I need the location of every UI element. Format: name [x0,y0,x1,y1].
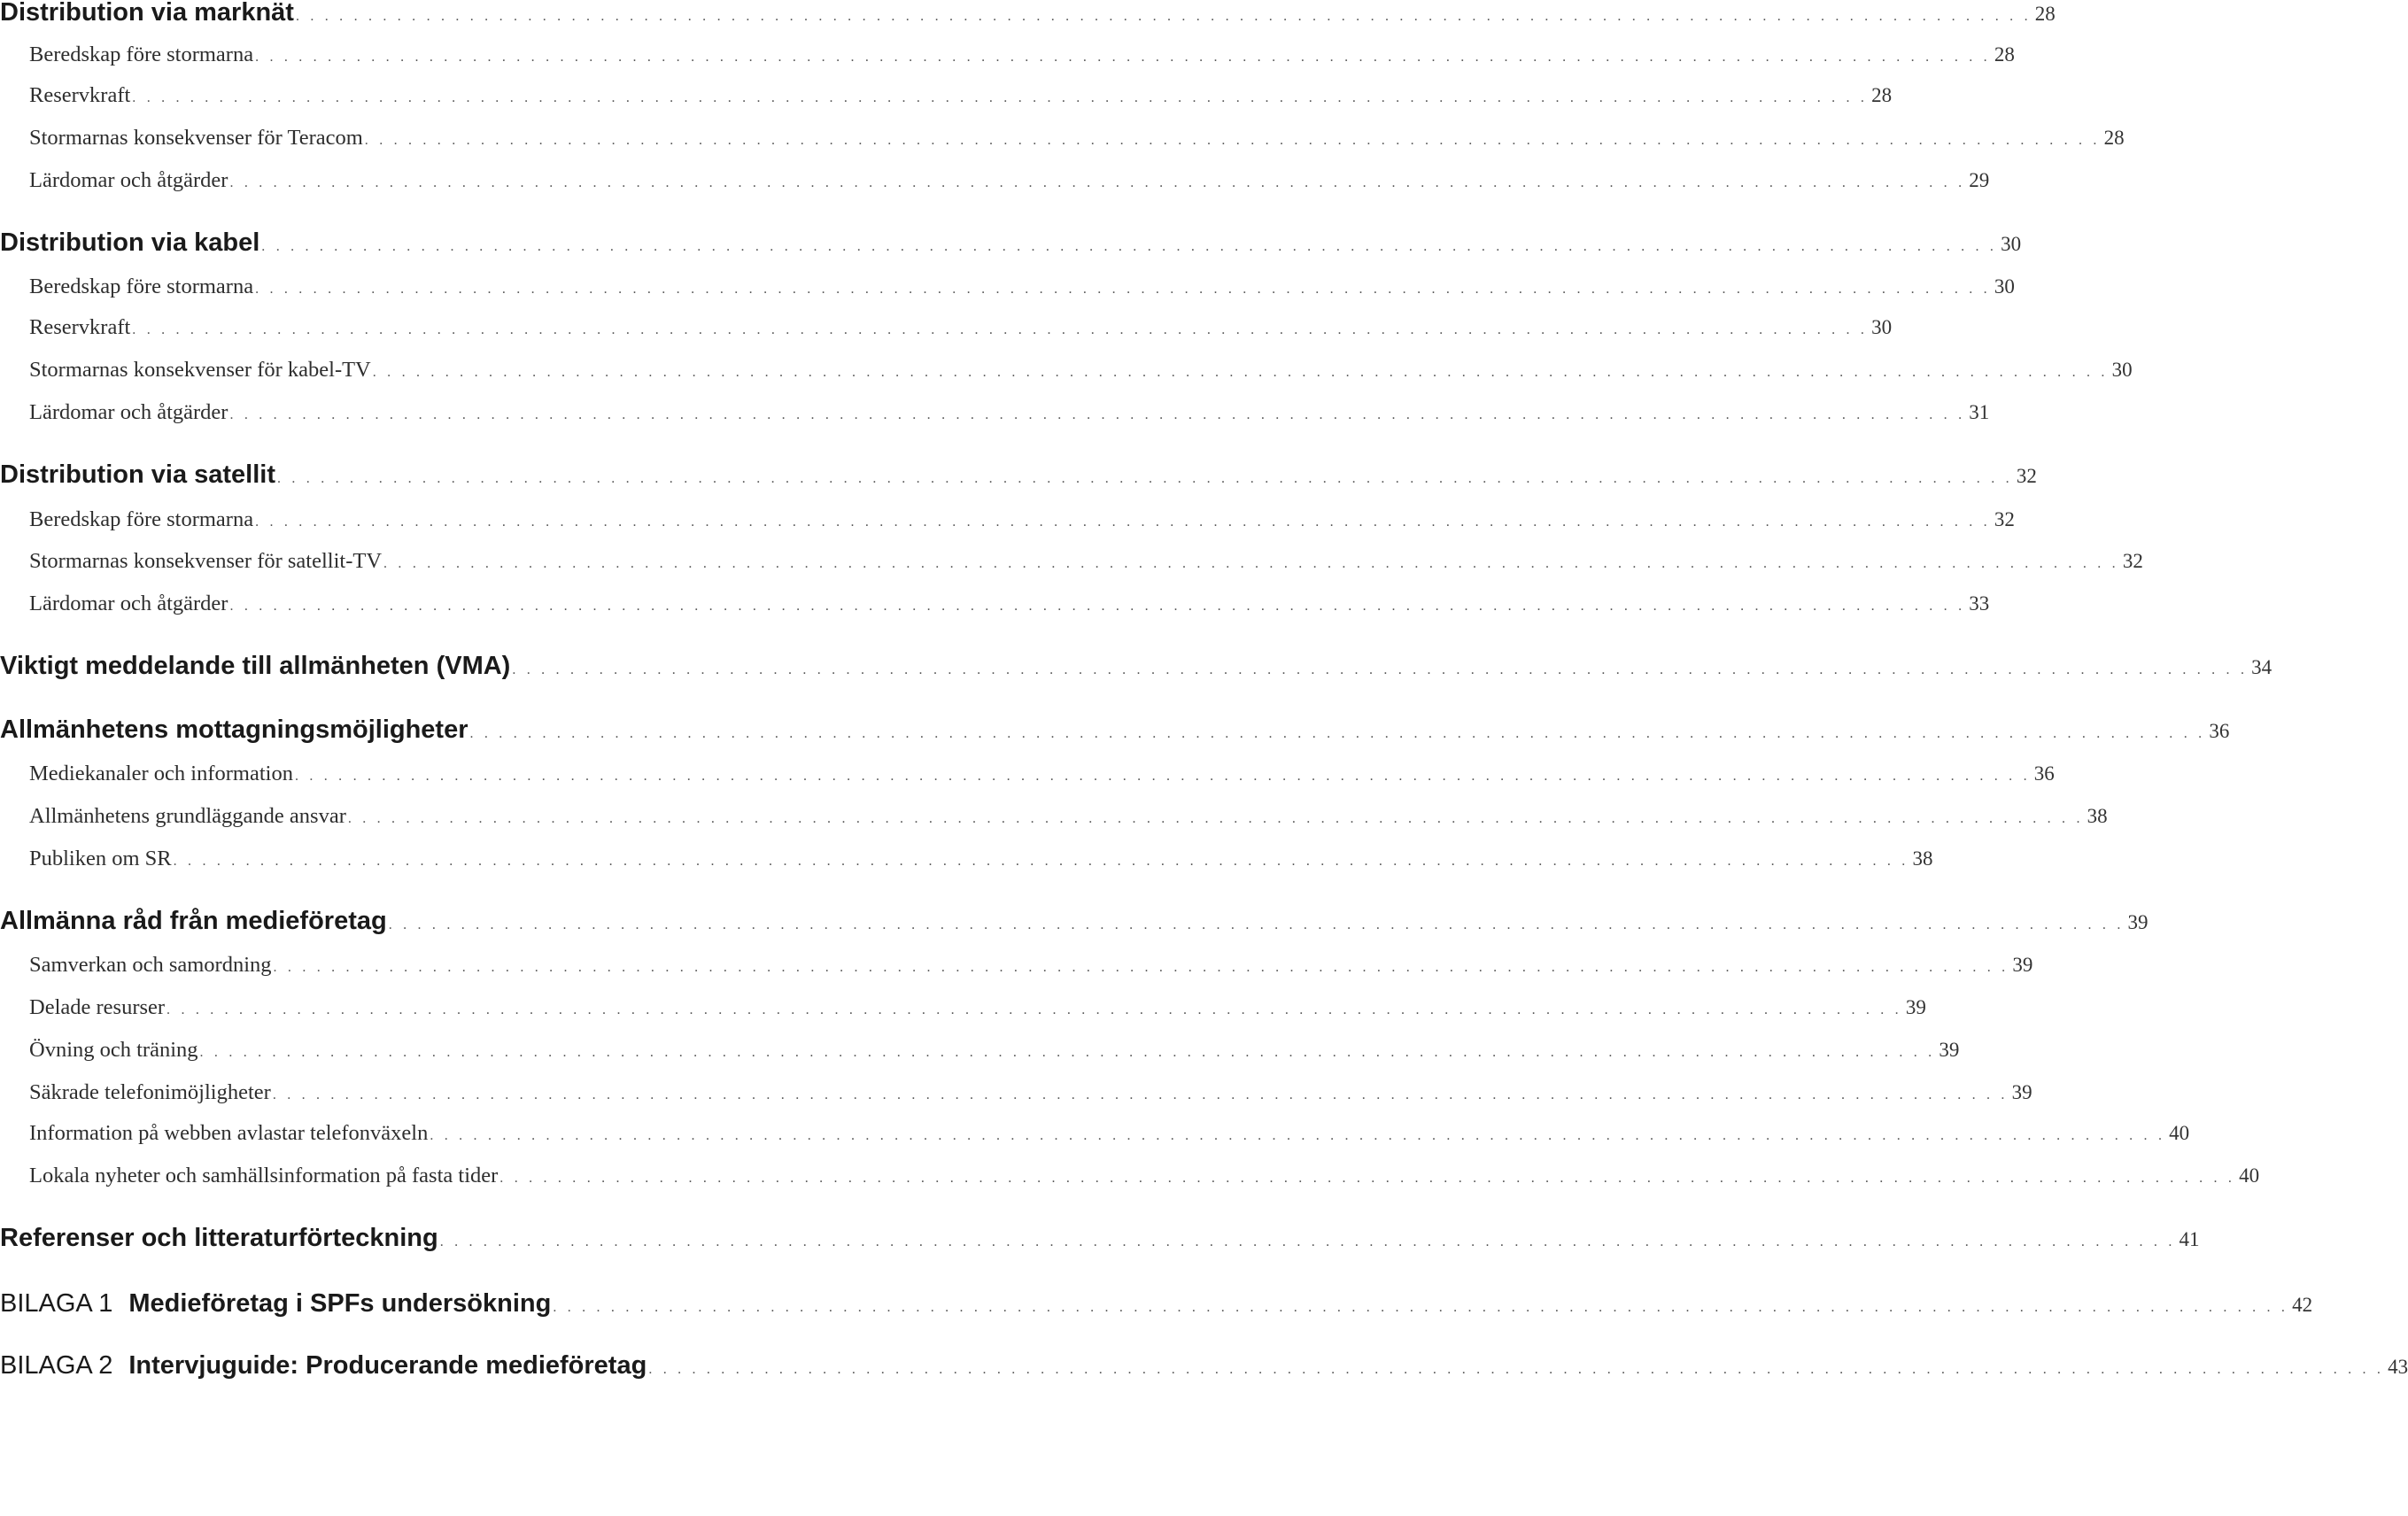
toc-page-number: 36 [2033,762,2055,785]
dot-leader: . . . . . . . . . . . . . . . . . . . . . . . . . . . . . . . . . . . . . . . . . . . . . . . . . . . . . . . . . . . . . . . . . . . . . . . . . . . . . . . . . . . . . . . . . . . . . . . . . . . . . . . . . . . . . . . . . . . . . . . . [388,917,2125,932]
dot-leader: . . . . . . . . . . . . . . . . . . . . . . . . . . . . . . . . . . . . . . . . . . . . . . . . . . . . . . . . . . . . . . . . . . . . . . . . . . . . . . . . . . . . . . . . . . . . . . . . . . . . . . . . . . . . . . . . . . . . . . . . [273,960,2009,975]
toc-subentry [0,83,1893,108]
dot-leader: . . . . . . . . . . . . . . . . . . . . . . . . . . . . . . . . . . . . . . . . . . . . . . . . . . . . . . . . . . . . . . . . . . . . . . . . . . . . . . . . . . . . . . . . . . . . . . . . . . . . . . . . . . . . . . . . . . . . . . . . [199,1045,1936,1060]
toc-heading [0,652,2273,681]
toc-subentry [0,315,1893,340]
toc-entry-title: Allmänna råd från medieföretag [0,907,387,935]
toc-entry-title: Övning och träning [29,1038,198,1062]
toc-page-number: 39 [2127,911,2149,933]
dot-leader: . . . . . . . . . . . . . . . . . . . . . . . . . . . . . . . . . . . . . . . . . . . . . . . . . . . . . . . . . . . . . . . . . . . . . . . . . . . . . . . . . . . . . . . . . . . . . . . . . . . . . . . . . . . . . . . . . . . . . . . . [229,175,1966,190]
toc-entry-title: Medieföretag i SPFs undersökning [128,1289,552,1318]
toc-entry-title: Reservkraft [29,315,131,339]
dot-leader: . . . . . . . . . . . . . . . . . . . . . . . . . . . . . . . . . . . . . . . . . . . . . . . . . . . . . . . . . . . . . . . . . . . . . . . . . . . . . . . . . . . . . . . . . . . . . . . . . . . . . . . . . . . . . . . . . . . . . . . . [469,726,2206,741]
dot-leader: . . . . . . . . . . . . . . . . . . . . . . . . . . . . . . . . . . . . . . . . . . . . . . . . . . . . . . . . . . . . . . . . . . . . . . . . . . . . . . . . . . . . . . . . . . . . . . . . . . . . . . . . . . . . . . . . . . . . . . . . [229,407,1966,422]
dot-leader: . . . . . . . . . . . . . . . . . . . . . . . . . . . . . . . . . . . . . . . . . . . . . . . . . . . . . . . . . . . . . . . . . . . . . . . . . . . . . . . . . . . . . . . . . . . . . . . . . . . . . . . . . . . . . . . . . . . . . . . . [347,811,2084,826]
toc-entry-title: Reservkraft [29,83,131,107]
toc-appendix [0,1289,2313,1319]
appendix-label: BILAGA 2 [0,1351,113,1380]
dot-leader: . . . . . . . . . . . . . . . . . . . . . . . . . . . . . . . . . . . . . . . . . . . . . . . . . . . . . . . . . . . . . . . . . . . . . . . . . . . . . . . . . . . . . . . . . . . . . . . . . . . . . . . . . . . . . . . . . . . . . . . . [294,769,2031,784]
toc-entry-title: Beredskap före stormarna [29,43,254,66]
dot-leader: . . . . . . . . . . . . . . . . . . . . . . . . . . . . . . . . . . . . . . . . . . . . . . . . . . . . . . . . . . . . . . . . . . . . . . . . . . . . . . . . . . . . . . . . . . . . . . . . . . . . . . . . . . . . . . . . . . . . . . . . [383,556,2119,571]
dot-leader: . . . . . . . . . . . . . . . . . . . . . . . . . . . . . . . . . . . . . . . . . . . . . . . . . . . . . . . . . . . . . . . . . . . . . . . . . . . . . . . . . . . . . . . . . . . . . . . . . . . . . . . . . . . . . . . . . . . . . . . . [255,514,1991,530]
dot-leader: . . . . . . . . . . . . . . . . . . . . . . . . . . . . . . . . . . . . . . . . . . . . . . . . . . . . . . . . . . . . . . . . . . . . . . . . . . . . . . . . . . . . . . . . . . . . . . . . . . . . . . . . . . . . . . . . . . . . . . . . [499,1171,2236,1186]
toc-entry-title: Viktigt meddelande till allmänheten (VMA) [0,652,511,680]
toc-subentry [0,358,2133,383]
toc-entry-title: Referenser och litteraturförteckning [0,1224,438,1252]
dot-leader: . . . . . . . . . . . . . . . . . . . . . . . . . . . . . . . . . . . . . . . . . . . . . . . . . . . . . . . . . . . . . . . . . . . . . . . . . . . . . . . . . . . . . . . . . . . . . . . . . . . . . . . . . . . . . . . . . . . . . . . . [364,133,2101,148]
toc-entry-title: Lärdomar och åtgärder [29,168,228,192]
toc-entry-title: Distribution via satellit [0,460,275,489]
toc-entry-title: Intervjuguide: Producerande medieföretag [128,1351,647,1380]
dot-leader: . . . . . . . . . . . . . . . . . . . . . . . . . . . . . . . . . . . . . . . . . . . . . . . . . . . . . . . . . . . . . . . . . . . . . . . . . . . . . . . . . . . . . . . . . . . . . . . . . . . . . . . . . . . . . . . . . . . . . . . . [295,9,2032,24]
dot-leader: . . . . . . . . . . . . . . . . . . . . . . . . . . . . . . . . . . . . . . . . . . . . . . . . . . . . . . . . . . . . . . . . . . . . . . . . . . . . . . . . . . . . . . . . . . . . . . . . . . . . . . . . . . . . . . . . . . . . . . . . [261,239,1998,254]
toc-page-number: 32 [2122,550,2143,572]
toc-page-number: 29 [1969,169,1990,191]
toc-subentry [0,1121,2190,1146]
toc-entry-title: Mediekanaler och information [29,762,293,785]
dot-leader: . . . . . . . . . . . . . . . . . . . . . . . . . . . . . . . . . . . . . . . . . . . . . . . . . . . . . . . . . . . . . . . . . . . . . . . . . . . . . . . . . . . . . . . . . . . . . . . . . . . . . . . . . . . . . . . . . . . . . . . . [277,471,2013,486]
toc-page-number: 33 [1969,592,1990,615]
toc-page-number: 28 [1871,84,1893,106]
toc-page-number: 30 [1994,275,2015,298]
toc-entry-title: Allmänhetens mottagningsmöjligheter [0,715,468,744]
toc-subentry [0,507,2015,532]
toc-entry-title: Lärdomar och åtgärder [29,592,228,615]
toc-page-number: 34 [2251,656,2273,678]
dot-leader: . . . . . . . . . . . . . . . . . . . . . . . . . . . . . . . . . . . . . . . . . . . . . . . . . . . . . . . . . . . . . . . . . . . . . . . . . . . . . . . . . . . . . . . . . . . . . . . . . . . . . . . . . . . . . . . . . . . . . . . . [132,322,1869,337]
toc-entry-title: Stormarnas konsekvenser för kabel-TV [29,358,371,382]
toc-entry-title: Beredskap före stormarna [29,507,254,531]
toc-page-number: 42 [2292,1294,2313,1316]
dot-leader: . . . . . . . . . . . . . . . . . . . . . . . . . . . . . . . . . . . . . . . . . . . . . . . . . . . . . . . . . . . . . . . . . . . . . . . . . . . . . . . . . . . . . . . . . . . . . . . . . . . . . . . . . . . . . . . . . . . . . . . . [439,1234,2176,1249]
toc-page-number: 36 [2209,720,2230,742]
dot-leader: . . . . . . . . . . . . . . . . . . . . . . . . . . . . . . . . . . . . . . . . . . . . . . . . . . . . . . . . . . . . . . . . . . . . . . . . . . . . . . . . . . . . . . . . . . . . . . . . . . . . . . . . . . . . . . . . . . . . . . . . [132,90,1869,105]
toc-page-number: 30 [2111,359,2133,381]
toc-page-number: 39 [1939,1039,1960,1061]
toc-heading [0,715,2230,745]
toc-page-number: 39 [1905,996,1926,1018]
toc-page-number: 28 [1994,43,2015,66]
toc-page-number: 30 [2001,233,2022,255]
toc-subentry [0,804,2108,829]
dot-leader: . . . . . . . . . . . . . . . . . . . . . . . . . . . . . . . . . . . . . . . . . . . . . . . . . . . . . . . . . . . . . . . . . . . . . . . . . . . . . . . . . . . . . . . . . . . . . . . . . . . . . . . . . . . . . . . . . . . . . . . . [166,1002,1902,1017]
dot-leader: . . . . . . . . . . . . . . . . . . . . . . . . . . . . . . . . . . . . . . . . . . . . . . . . . . . . . . . . . . . . . . . . . . . . . . . . . . . . . . . . . . . . . . . . . . . . . . . . . . . . . . . . . . . . . . . . . . . . . . . . [272,1087,2009,1102]
appendix-label: BILAGA 1 [0,1289,113,1318]
toc-subentry [0,549,2143,574]
toc-page-number: 30 [1871,316,1893,338]
toc-entry-title: Säkrade telefonimöjligheter [29,1080,271,1104]
toc-page-number: 40 [2169,1122,2190,1144]
toc-subentry [0,1038,1960,1063]
toc-page-number: 28 [2103,127,2125,149]
toc-entry-title: Information på webben avlastar telefonväxeln [29,1121,429,1145]
toc-subentry [0,1080,2032,1105]
toc-subentry [0,1164,2260,1188]
toc-page-number: 40 [2239,1164,2260,1187]
toc-page-number: 28 [2034,3,2056,25]
toc-subentry [0,592,1990,616]
toc-entry-title: Allmänhetens grundläggande ansvar [29,804,346,828]
toc-entry-title: Distribution via kabel [0,228,260,257]
toc-entry-title: Stormarnas konsekvenser för satellit-TV [29,549,383,573]
toc-page-number: 38 [2087,805,2108,827]
toc-entry-title: Publiken om SR [29,847,172,870]
toc-page-number: 43 [2388,1356,2408,1378]
toc-subentry [0,762,2055,786]
toc-heading [0,228,2022,258]
toc-entry-title: Samverkan och samordning [29,953,272,977]
toc-appendix [0,1351,2408,1381]
dot-leader: . . . . . . . . . . . . . . . . . . . . . . . . . . . . . . . . . . . . . . . . . . . . . . . . . . . . . . . . . . . . . . . . . . . . . . . . . . . . . . . . . . . . . . . . . . . . . . . . . . . . . . . . . . . . . . . . . . . . . . . . [255,282,1991,297]
toc-entry-title: Delade resurser [29,995,166,1019]
dot-leader: . . . . . . . . . . . . . . . . . . . . . . . . . . . . . . . . . . . . . . . . . . . . . . . . . . . . . . . . . . . . . . . . . . . . . . . . . . . . . . . . . . . . . . . . . . . . . . . . . . . . . . . . . . . . . . . . . . . . . . . . [229,599,1966,614]
toc-heading [0,1224,2200,1253]
dot-leader: . . . . . . . . . . . . . . . . . . . . . . . . . . . . . . . . . . . . . . . . . . . . . . . . . . . . . . . . . . . . . . . . . . . . . . . . . . . . . . . . . . . . . . . . . . . . . . . . . . . . . . . . . . . . . . . . . . . . . . . . [430,1128,2166,1143]
toc-heading [0,460,2037,490]
dot-leader: . . . . . . . . . . . . . . . . . . . . . . . . . . . . . . . . . . . . . . . . . . . . . . . . . . . . . . . . . . . . . . . . . . . . . . . . . . . . . . . . . . . . . . . . . . . . . . . . . . . . . . . . . . . . . . . . . . . . . . . . [553,1300,2289,1315]
toc-entry-title: Lokala nyheter och samhällsinformation på fasta tider [29,1164,499,1187]
toc-page-number: 32 [1994,508,2015,530]
toc-page-number: 38 [1912,847,1933,870]
toc-page-number: 41 [2179,1228,2200,1250]
toc-page-number: 32 [2016,465,2037,487]
toc-entry-title: Stormarnas konsekvenser för Teracom [29,126,363,150]
toc-entry-title: Beredskap före stormarna [29,275,254,298]
toc-heading [0,907,2149,936]
toc-heading [0,0,2056,27]
dot-leader: . . . . . . . . . . . . . . . . . . . . . . . . . . . . . . . . . . . . . . . . . . . . . . . . . . . . . . . . . . . . . . . . . . . . . . . . . . . . . . . . . . . . . . . . . . . . . . . . . . . . . . . . . . . . . . . . . . . . . . . . [173,854,1909,869]
toc-subentry [0,400,1990,425]
toc-entry-title: Lärdomar och åtgärder [29,400,228,424]
dot-leader: . . . . . . . . . . . . . . . . . . . . . . . . . . . . . . . . . . . . . . . . . . . . . . . . . . . . . . . . . . . . . . . . . . . . . . . . . . . . . . . . . . . . . . . . . . . . . . . . . . . . . . . . . . . . . . . . . . . . . . . . [648,1362,2385,1377]
toc-page-number: 31 [1969,401,1990,423]
toc-subentry [0,43,2015,67]
toc-subentry [0,168,1990,193]
toc-page-number: 39 [2012,954,2033,976]
toc-subentry [0,995,1926,1020]
dot-leader: . . . . . . . . . . . . . . . . . . . . . . . . . . . . . . . . . . . . . . . . . . . . . . . . . . . . . . . . . . . . . . . . . . . . . . . . . . . . . . . . . . . . . . . . . . . . . . . . . . . . . . . . . . . . . . . . . . . . . . . . [372,365,2109,380]
toc-subentry [0,953,2033,978]
toc-entry-title: Distribution via marknät [0,0,294,27]
toc-subentry [0,126,2125,151]
toc-subentry [0,275,2015,299]
toc-subentry [0,847,1933,871]
dot-leader: . . . . . . . . . . . . . . . . . . . . . . . . . . . . . . . . . . . . . . . . . . . . . . . . . . . . . . . . . . . . . . . . . . . . . . . . . . . . . . . . . . . . . . . . . . . . . . . . . . . . . . . . . . . . . . . . . . . . . . . . [512,662,2249,677]
dot-leader: . . . . . . . . . . . . . . . . . . . . . . . . . . . . . . . . . . . . . . . . . . . . . . . . . . . . . . . . . . . . . . . . . . . . . . . . . . . . . . . . . . . . . . . . . . . . . . . . . . . . . . . . . . . . . . . . . . . . . . . . [255,50,1991,65]
toc-page-number: 39 [2011,1081,2032,1103]
